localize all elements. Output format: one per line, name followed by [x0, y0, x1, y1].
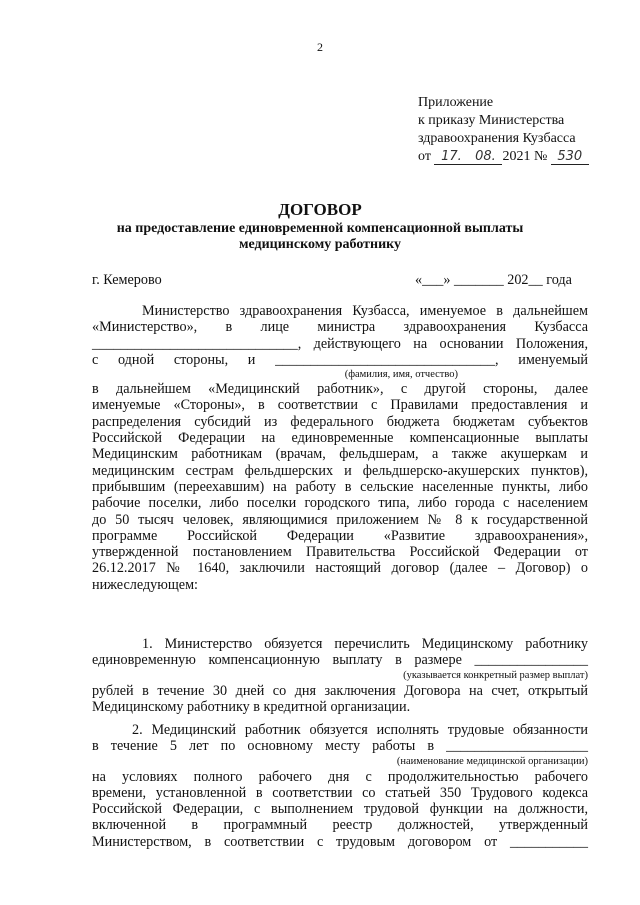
organization-caption: (наименование медицинской организации): [396, 755, 588, 767]
clause-1: [92, 636, 588, 715]
clause-2-line: включенной в программный реестр должностей, утвержденный: [92, 817, 588, 834]
document-subtitle-2: медицинскому работнику: [238, 237, 402, 252]
clause-2-line: Российской Федерации, с выполнением трудовой функции на должности,: [92, 801, 588, 818]
preamble-line: до 50 тысяч человек, являющимися приложением № 8 к государственной: [92, 511, 588, 528]
appendix-number-sign: №: [533, 149, 548, 164]
appendix-line-2: к приказу Министерства: [418, 113, 565, 128]
clause-2-line: на условиях полного рабочего дня с продолжительностью рабочего: [92, 768, 588, 785]
clause-2: [92, 722, 588, 850]
appendix-date-line: [418, 148, 589, 166]
preamble-line: именуемые «Стороны», в соответствии с Правилами предоставления и: [92, 397, 588, 414]
clause-1-line: Медицинскому работнику в кредитной организации.: [92, 698, 411, 715]
page-number: 2: [317, 40, 323, 54]
clause-2-line: Министерством, в соответствии с трудовым договором от ___________: [92, 833, 588, 850]
document-subtitle-1: на предоставление единовременной компенсационной выплаты: [116, 221, 524, 236]
clause-1-line: 1. Министерство обязуется перечислить Медицинскому работнику: [142, 636, 588, 652]
clause-1-line: рублей в течение 30 дней со дня заключения Договора на счет, открытый: [92, 682, 588, 699]
preamble-line: Российской Федерации на единовременные компенсационные выплаты: [92, 430, 588, 447]
appendix-date-year: 2021: [502, 149, 531, 164]
clause-2-line: в течение 5 лет по основному месту работы в ____________________: [92, 738, 588, 755]
preamble-line: нижеследующем:: [92, 576, 198, 593]
preamble-line: программе Российской Федерации «Развитие здравоохранения»,: [92, 527, 588, 544]
preamble-line: Медицинским работникам (врачам, фельдшерам, а также акушеркам и: [92, 446, 588, 463]
appendix-line-3: здравоохранения Кузбасса: [418, 131, 576, 146]
amount-caption: (указывается конкретный размер выплат): [403, 669, 588, 681]
preamble-line: медицинским сестрам фельдшерских и фельдшерско-акушерских пунктов),: [92, 462, 588, 479]
preamble-line: в дальнейшем «Медицинский работник», с другой стороны, далее: [92, 381, 588, 398]
appendix-line-1: Приложение: [418, 95, 494, 110]
clause-1-line: единовременную компенсационную выплату в размере ________________: [92, 652, 588, 669]
document-title: ДОГОВОР: [278, 200, 362, 219]
preamble-line: прибывшим (переехавшим) на работу в сельские населенные пункты, либо: [92, 478, 588, 495]
place-of-signing: г. Кемерово: [92, 272, 162, 288]
preamble: [92, 303, 588, 593]
handwritten-day: 17.: [434, 150, 468, 165]
fio-caption: (фамилия, имя, отчество): [344, 369, 458, 381]
handwritten-number: 530: [551, 150, 589, 165]
appendix-block: [418, 94, 589, 166]
preamble-line: _____________________________, действующего на основании Положения,: [92, 335, 588, 352]
preamble-line: 26.12.2017 № 1640, заключили настоящий договор (далее – Договор) о: [92, 560, 588, 577]
preamble-line: рабочие поселки, либо поселки городского типа, либо города с населением: [92, 495, 588, 512]
preamble-line: «Министерство», в лице министра здравоохранения Кузбасса: [92, 319, 588, 336]
preamble-line: утвержденной постановлением Правительства Российской Федерации от: [92, 544, 588, 561]
clause-2-line: времени, установленной в соответствии со статьей 350 Трудового кодекса: [92, 784, 588, 801]
handwritten-month: 08.: [468, 150, 502, 165]
date-of-signing: «___» _______ 202__ года: [415, 272, 572, 288]
clause-2-line: 2. Медицинский работник обязуется исполнять трудовые обязанности: [132, 722, 588, 738]
preamble-line: Министерство здравоохранения Кузбасса, именуемое в дальнейшем: [142, 303, 588, 319]
appendix-date-prefix: от: [418, 149, 431, 164]
preamble-line: с одной стороны, и _______________________________, именуемый: [92, 351, 588, 368]
preamble-line: распределения субсидий из федерального бюджета бюджетам субъектов: [92, 413, 588, 430]
